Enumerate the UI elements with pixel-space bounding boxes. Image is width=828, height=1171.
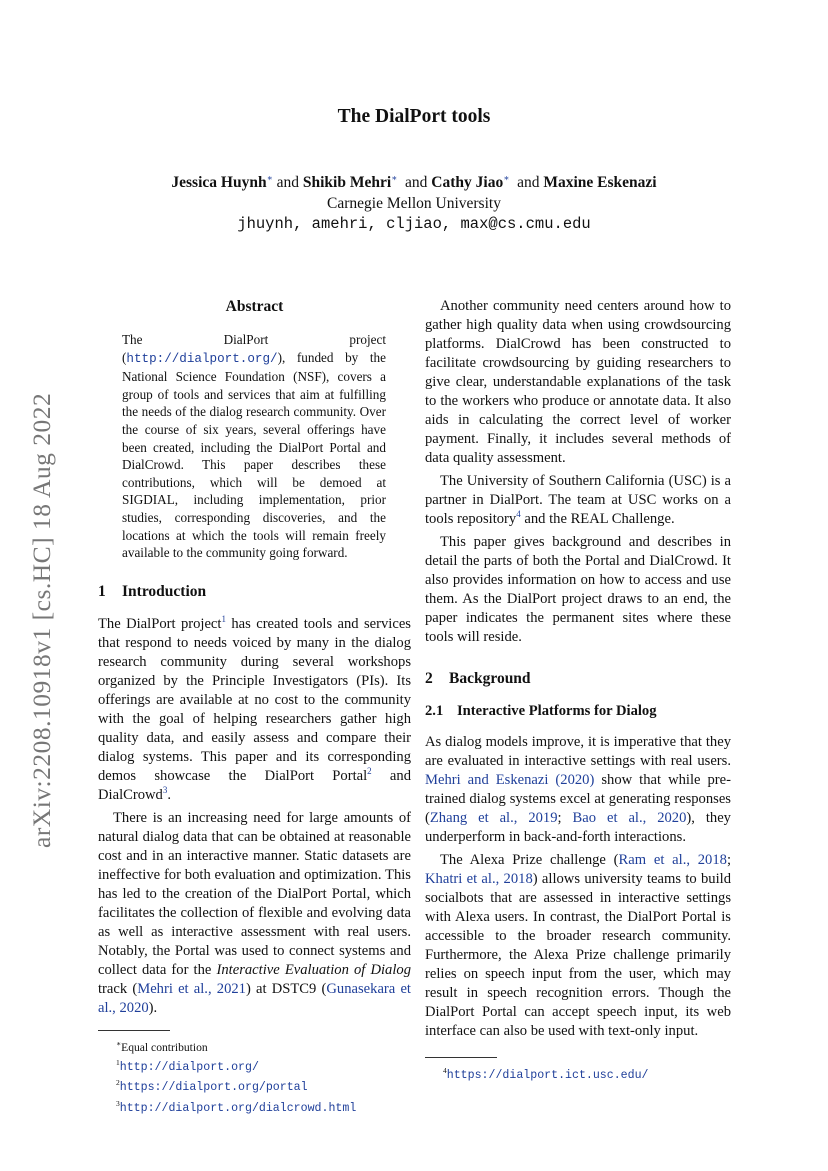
author-block [0,168,828,235]
footnote-link[interactable]: http://dialport.org/ [119,1060,259,1074]
footnote: ∗Equal contribution [116,1038,208,1054]
footnote-ref[interactable]: 1 [221,613,226,624]
paragraph: The University of Southern California (USC) is a partner in DialPort. The team at USC works on a tools repository$^4$ and the REAL Challenge. [425,473,731,527]
right-column [425,297,731,1083]
author-conjunction: and [405,174,428,192]
left-column [98,297,411,1116]
paragraph: Another community need centers around how to gather high quality data when using crowdsourcing platforms. DialCrowd has been constructed to facilitate crowdsourcing by guiding researchers to give clear, understandable explanations of the task to the workers who produce or annotate data. It also aids in calculating the correct level of worker payment. Finally, it includes several methods of data quality assessment. [425,298,731,466]
footnote: $^1$http://dialport.org/ [116,1058,259,1074]
author-conjunction: and [276,174,299,192]
equal-contribution-mark: ∗ [266,173,273,183]
footnote-link[interactable]: https://dialport.org/portal [119,1081,308,1095]
abstract-heading: Abstract [225,298,284,315]
section-heading-introduction: 1 Introduction [98,582,207,600]
paper-title: The DialPort tools [337,106,491,127]
author-name: Shikib Mehri [302,174,392,192]
footnote: $^4$https://dialport.ict.usc.edu/ [443,1066,649,1082]
author-name: Jessica Huynh [171,174,267,192]
footnote-rule [98,1030,170,1031]
citation-link[interactable]: Mehri and Eskenazi (2020) [425,772,595,788]
citation-link[interactable]: Khatri et al., 2018 [425,871,533,887]
paragraph: As dialog models improve, it is imperative that they are evaluated in interactive settings with real users. Mehri and Eskenazi (2020) show that while pre-trained dialog systems excel at generating responses (Zhang et al., 2019; Bao et al., 2020), they underperform in back-and-forth interactions. [425,734,731,845]
paragraph: The Alexa Prize challenge (Ram et al., 2018; Khatri et al., 2018) allows university teams to build socialbots that are assessed in interactive settings with Alexa users. In contrast, the DialPort Portal is accessible to the broader research community. Furthermore, the Alexa Prize challenge primarily relies on speech input from the user, which may result in speech recognition errors. Though the DialPort Portal can accept speech input, its web interface can also be used with text-only input. [425,852,732,1039]
author-conjunction: and [517,174,540,192]
footnote-rule [425,1057,497,1058]
citation-link[interactable]: Mehri et al., 2021 [137,980,246,997]
section-heading-background: 2 Background [425,670,531,687]
paragraph: This paper gives background and describes in detail the parts of both the Portal and DialCrowd. It also provides information on how to access and use them. As the DialPort project draws to an end, the paper indicates the permanent sites where these tools will reside. [425,534,731,645]
footnote-ref[interactable]: 4 [516,509,521,520]
footnote-link[interactable]: http://dialport.org/dialcrowd.html [119,1101,357,1115]
footnote-ref[interactable]: 3 [162,784,168,795]
author-list [0,168,828,193]
equal-contribution-mark: ∗ [391,173,398,183]
footnote: $^3$http://dialport.org/dialcrowd.html [116,1098,357,1115]
equal-contribution-mark: ∗ [503,173,510,183]
footnote: $^2$https://dialport.org/portal [116,1078,308,1095]
subsection-heading: 2.1 Interactive Platforms for Dialog [425,703,657,719]
author-name: Maxine Eskenazi [543,174,657,192]
citation-link[interactable]: Bao et al., 2020 [572,810,687,826]
citation-link[interactable]: Gunasekara et al., 2020 [98,980,411,1016]
footnote-link[interactable]: https://dialport.ict.usc.edu/ [446,1068,649,1082]
author-emails: jhuynh, amehri, cljiao, max@cs.cmu.edu [237,215,591,234]
dialport-link[interactable]: http://dialport.org/ [126,351,278,366]
abstract-body: The DialPort project (http://dialport.org/), funded by the National Science Foundation (NSF), covers a group of tools and services that aim at fulfilling the needs of the dialog research community. Over the course of six years, several offerings have been created, including the DialPort Portal and DialCrowd. This paper describes these contributions, which will be demoed at SIGDIAL, including implementation, prior studies, corresponding discoveries, and the locations at which the tools will remain freely available to the community going forward. [122,332,386,561]
intro-paragraph-2: There is an increasing need for large amounts of natural dialog data that can be obtained at reasonable cost and in an interactive manner. Static datasets are ineffective for both evaluation and optimization. This has led to the creation of the DialPort Portal, which facilitates the collection of flexible and evolving data as well as interactive assessment with real users. Notably, the Portal was used to connect systems and collect data for the Interactive Evaluation of Dialog track (Mehri et al., 2021) at DSTC9 (Gunasekara et al., 2020). [98,809,411,1016]
citation-link[interactable]: Ram et al., 2018 [618,852,727,868]
intro-paragraph-1: The DialPort project$^1$ has created tools and services that respond to needs voiced by many in the dialog research community during several workshops organized by the Principle Investigators (PIs). Its offerings are available at no cost to the community with the goal of helping researchers gather high quality data, and easily assess and compare their dialog systems. This paper and its corresponding demos showcase the DialPort Portal$^2$ and DialCrowd$^3$. [98,613,411,803]
affiliation: Carnegie Mellon University [327,195,501,213]
citation-link[interactable]: Zhang et al., 2019 [429,810,558,826]
arxiv-identifier: arXiv:2208.10918v1 [cs.HC] 18 Aug 2022 [27,392,56,848]
footnote-ref[interactable]: 2 [367,765,372,776]
author-name: Cathy Jiao [431,174,504,192]
